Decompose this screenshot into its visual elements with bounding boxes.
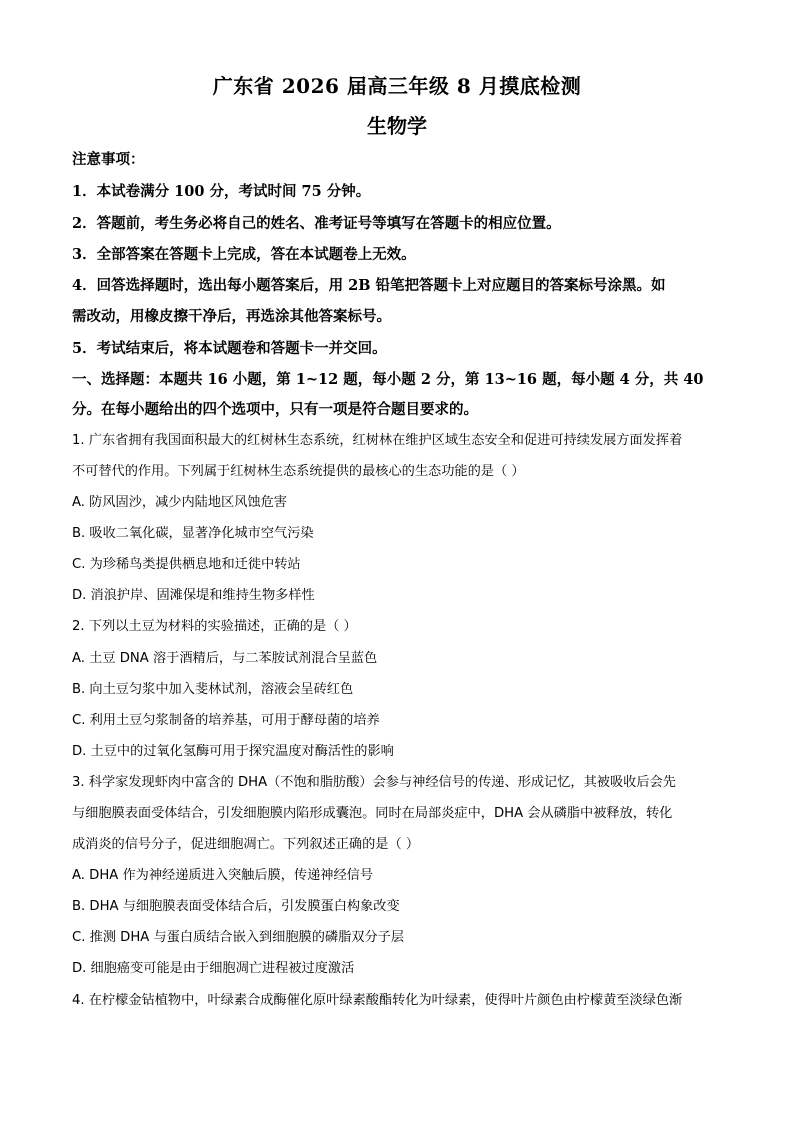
- q1-option-b: B. 吸收二氧化碳，显著净化城市空气污染: [72, 526, 314, 541]
- note-item-3: 3．全部答案在答题卡上完成，答在本试题卷上无效。: [72, 246, 416, 263]
- q1-option-a: A. 防风固沙，减少内陆地区风蚀危害: [72, 495, 287, 510]
- q3-stem-cont-2: 成消炎的信号分子，促进细胞凋亡。下列叙述正确的是（ ）: [72, 837, 420, 852]
- note-item-4: 4．回答选择题时，选出每小题答案后，用 2B 铅笔把答题卡上对应题目的答案标号涂黑。如: [72, 277, 666, 294]
- q2-option-a: A. 土豆 DNA 溶于酒精后，与二苯胺试剂混合呈蓝色: [72, 651, 378, 666]
- q4-stem: 4. 在柠檬金钻植物中，叶绿素合成酶催化原叶绿素酸酯转化为叶绿素，使得叶片颜色由柠檬黄至淡绿色渐: [72, 993, 683, 1008]
- q2-option-c: C. 利用土豆匀浆制备的培养基，可用于酵母菌的培养: [72, 713, 380, 728]
- section-heading: 一、选择题：本题共 16 小题，第 1~12 题，每小题 2 分，第 13~16 题，每小题 4 分，共 40: [72, 371, 704, 388]
- notes-heading: 注意事项：: [72, 151, 145, 168]
- q1-stem-cont: 不可替代的作用。下列属于红树林生态系统提供的最核心的生态功能的是（ ）: [72, 464, 525, 479]
- section-heading-cont: 分。在每小题给出的四个选项中，只有一项是符合题目要求的。: [72, 401, 478, 418]
- subject-title: 生物学: [367, 114, 427, 138]
- note-item-1: 1．本试卷满分 100 分，考试时间 75 分钟。: [72, 183, 371, 200]
- q2-option-b: B. 向土豆匀浆中加入斐林试剂，溶液会呈砖红色: [72, 682, 354, 697]
- q1-stem: 1. 广东省拥有我国面积最大的红树林生态系统，红树林在维护区域生态安全和促进可持续发展方面发挥着: [72, 433, 683, 448]
- q2-stem: 2. 下列以土豆为材料的实验描述，正确的是（ ）: [72, 619, 357, 634]
- q3-stem-cont-1: 与细胞膜表面受体结合，引发细胞膜内陷形成囊泡。同时在局部炎症中，DHA 会从磷脂中被释放，转化: [72, 806, 673, 821]
- exam-title: 广东省 2026 届高三年级 8 月摸底检测: [212, 74, 582, 98]
- q3-option-d: D. 细胞癌变可能是由于细胞凋亡进程被过度激活: [72, 961, 355, 976]
- q3-option-b: B. DHA 与细胞膜表面受体结合后，引发膜蛋白构象改变: [72, 899, 400, 914]
- q1-option-d: D. 消浪护岸、固滩保堤和维持生物多样性: [72, 588, 315, 603]
- note-item-4-cont: 需改动，用橡皮擦干净后，再选涂其他答案标号。: [72, 308, 391, 325]
- q1-option-c: C. 为珍稀鸟类提供栖息地和迁徙中转站: [72, 557, 301, 572]
- q2-option-d: D. 土豆中的过氧化氢酶可用于探究温度对酶活性的影响: [72, 744, 394, 759]
- q3-stem: 3. 科学家发现虾肉中富含的 DHA（不饱和脂肪酸）会参与神经信号的传递、形成记忆，其被吸收后会先: [72, 775, 676, 790]
- q3-option-a: A. DHA 作为神经递质进入突触后膜，传递神经信号: [72, 868, 374, 883]
- q3-option-c: C. 推测 DHA 与蛋白质结合嵌入到细胞膜的磷脂双分子层: [72, 930, 405, 945]
- note-item-5: 5．考试结束后，将本试题卷和答题卡一并交回。: [72, 340, 387, 357]
- note-item-2: 2．答题前，考生务必将自己的姓名、准考证号等填写在答题卡的相应位置。: [72, 215, 561, 232]
